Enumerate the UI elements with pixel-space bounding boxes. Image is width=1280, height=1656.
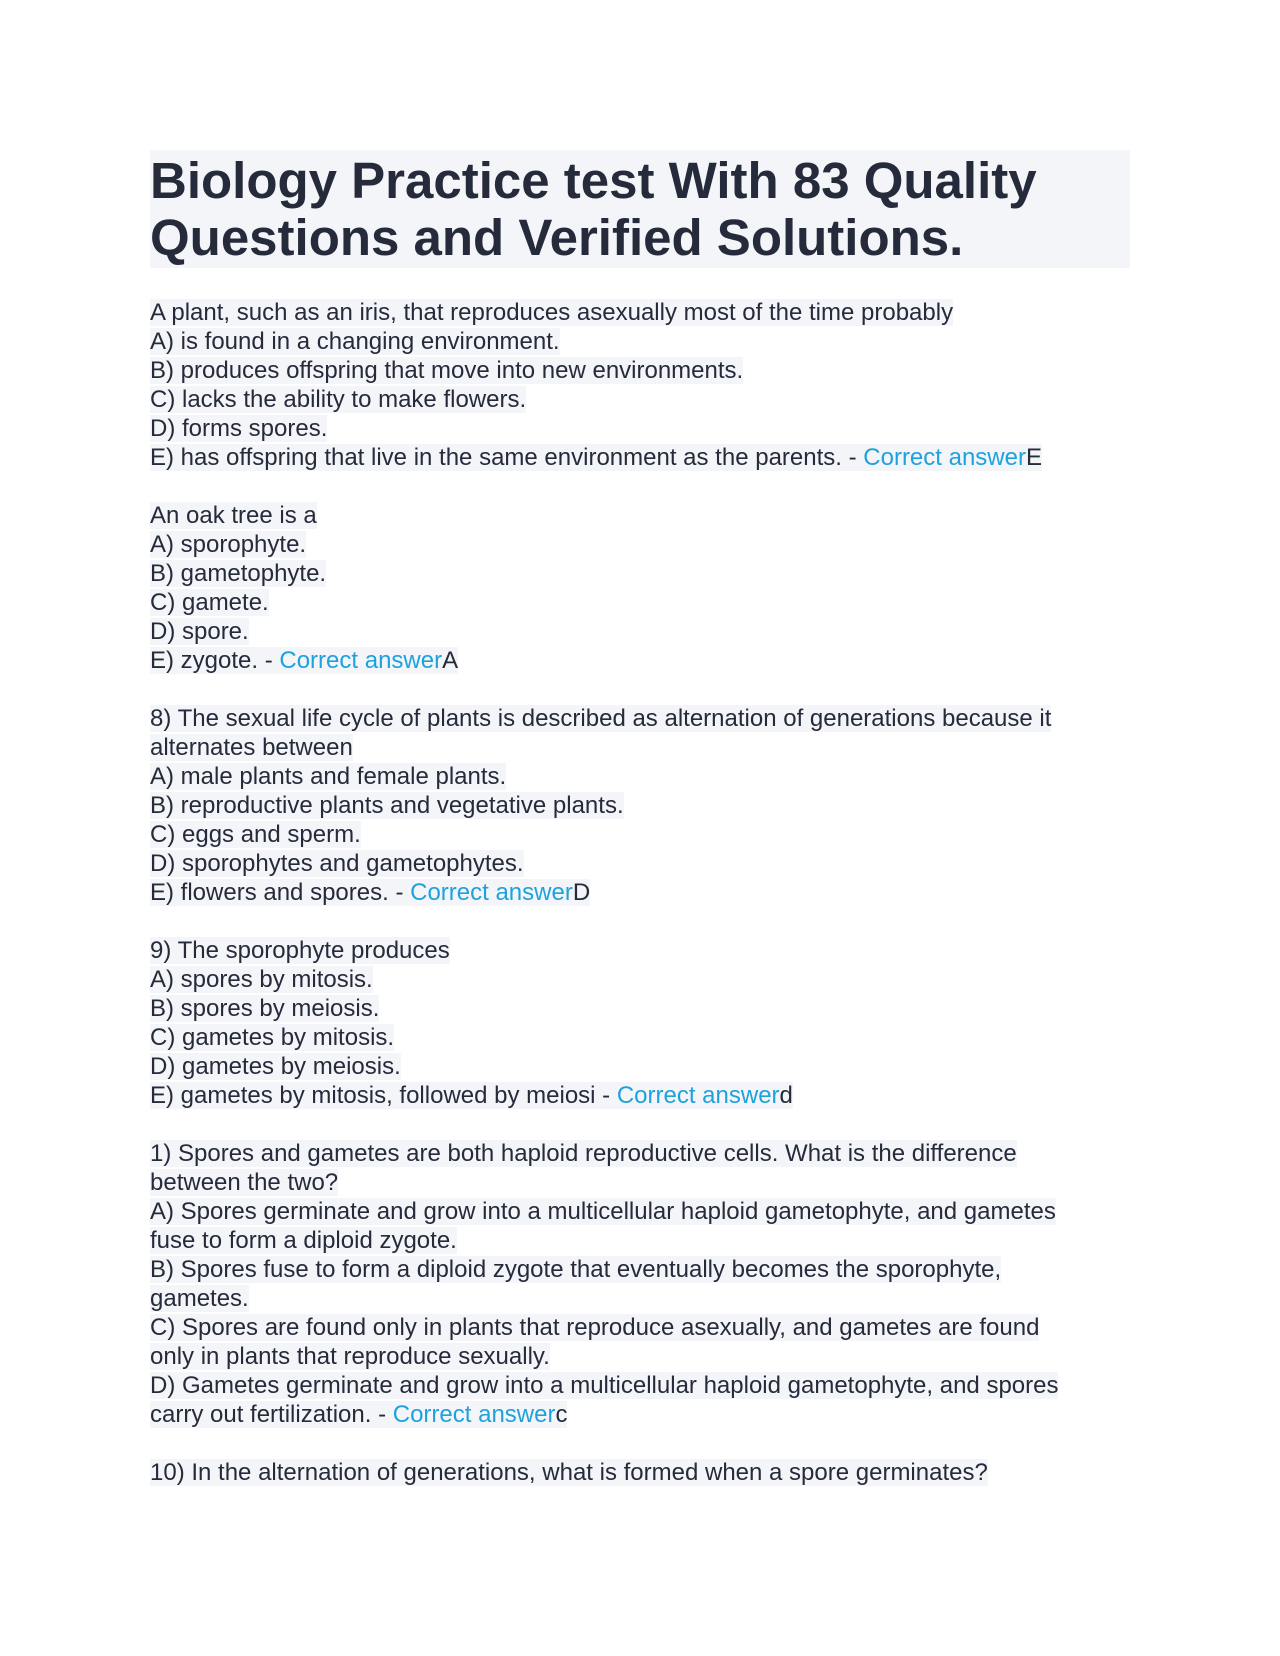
option: D) sporophytes and gametophytes.: [150, 850, 524, 877]
option-with-answer: E) has offspring that live in the same environment as the parents. - Correct answerE: [150, 444, 1042, 471]
option: D) spore.: [150, 618, 249, 645]
option: B) produces offspring that move into new environments.: [150, 357, 744, 384]
option: C) gamete.: [150, 589, 269, 616]
answer-value: d: [779, 1082, 793, 1109]
correct-answer-label: Correct answer: [863, 444, 1026, 471]
option-with-answer: carry out fertilization. - Correct answerc: [150, 1401, 568, 1428]
question-block: [150, 936, 1130, 1110]
question-stem: 1) Spores and gametes are both haploid reproductive cells. What is the difference: [150, 1140, 1017, 1167]
option-with-answer: E) gametes by mitosis, followed by meiosi - Correct answerd: [150, 1082, 793, 1109]
question-stem: alternates between: [150, 734, 353, 761]
question-block: [150, 1139, 1130, 1429]
answer-value: A: [442, 647, 459, 674]
option: B) spores by meiosis.: [150, 995, 380, 1022]
document-page: [150, 150, 1130, 1487]
option: B) Spores fuse to form a diploid zygote that eventually becomes the sporophyte,: [150, 1256, 1002, 1283]
correct-answer-label: Correct answer: [410, 879, 573, 906]
option: A) male plants and female plants.: [150, 763, 507, 790]
question-stem: A plant, such as an iris, that reproduces asexually most of the time probably: [150, 299, 954, 326]
option-with-answer: E) zygote. - Correct answerA: [150, 647, 459, 674]
option: gametes.: [150, 1285, 249, 1312]
question-block: [150, 704, 1130, 907]
option: fuse to form a diploid zygote.: [150, 1227, 457, 1254]
option: C) Spores are found only in plants that reproduce asexually, and gametes are found: [150, 1314, 1040, 1341]
option: D) gametes by meiosis.: [150, 1053, 401, 1080]
correct-answer-label: Correct answer: [279, 647, 443, 674]
question-block: [150, 501, 1130, 675]
option: only in plants that reproduce sexually.: [150, 1343, 550, 1370]
question-block: [150, 298, 1130, 472]
page-title: Biology Practice test With 83 Quality Questions and Verified Solutions.: [150, 150, 1130, 268]
answer-value: E: [1025, 444, 1042, 471]
option: A) spores by mitosis.: [150, 966, 373, 993]
question-stem: 9) The sporophyte produces: [150, 937, 450, 964]
option: D) Gametes germinate and grow into a multicellular haploid gametophyte, and spores: [150, 1372, 1059, 1399]
option-with-answer: E) flowers and spores. - Correct answerD: [150, 879, 591, 906]
option: A) sporophyte.: [150, 531, 307, 558]
option: B) gametophyte.: [150, 560, 327, 587]
option: D) forms spores.: [150, 415, 328, 442]
correct-answer-label: Correct answer: [616, 1082, 780, 1109]
option: A) Spores germinate and grow into a multicellular haploid gametophyte, and gametes: [150, 1198, 1056, 1225]
answer-value: c: [555, 1401, 568, 1428]
option: C) gametes by mitosis.: [150, 1024, 395, 1051]
question-stem: 8) The sexual life cycle of plants is described as alternation of generations because it: [150, 705, 1052, 732]
correct-answer-label: Correct answer: [392, 1401, 556, 1428]
answer-value: D: [572, 879, 591, 906]
question-stem: 10) In the alternation of generations, what is formed when a spore germinates?: [150, 1459, 988, 1486]
question-stem: An oak tree is a: [150, 502, 317, 529]
option: C) eggs and sperm.: [150, 821, 361, 848]
option: B) reproductive plants and vegetative plants.: [150, 792, 624, 819]
question-stem: between the two?: [150, 1169, 339, 1196]
question-block: [150, 1458, 1130, 1487]
option: A) is found in a changing environment.: [150, 328, 560, 355]
option: C) lacks the ability to make flowers.: [150, 386, 527, 413]
